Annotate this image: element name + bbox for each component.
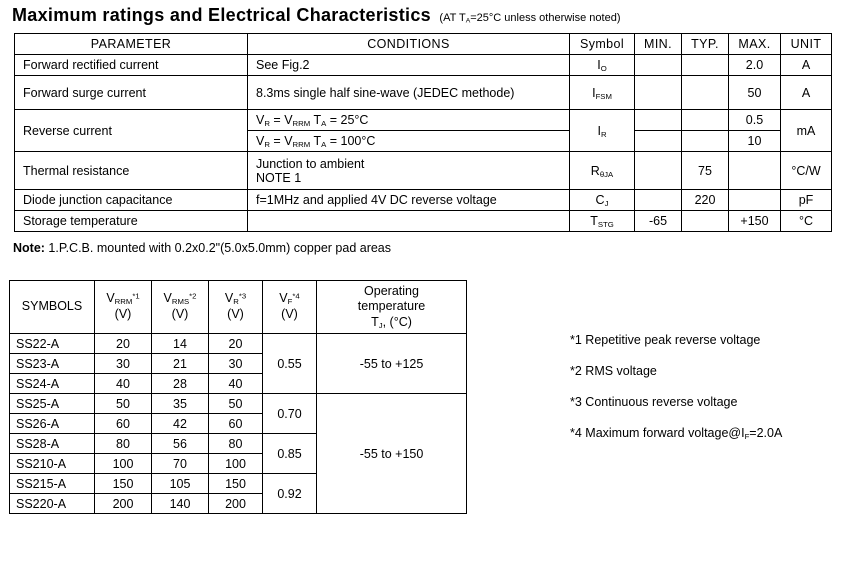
- symbol-cell: $I_O$: [570, 55, 635, 76]
- min-cell: [635, 110, 682, 131]
- unit-cell: pF: [781, 190, 832, 211]
- vrrm-cell: 60: [95, 414, 152, 434]
- table-row: [15, 211, 832, 232]
- col-header-max: MAX.: [729, 34, 781, 55]
- typ-cell: [682, 76, 729, 110]
- conditions-cell: $V_R = V_{RRM}$ $T_A = 100^\circ C$: [248, 131, 570, 152]
- parameter-cell: Diode junction capacitance: [15, 190, 248, 211]
- footnote-1: *1 Repetitive peak reverse voltage: [570, 333, 761, 347]
- col-header-unit: UNIT: [781, 34, 832, 55]
- col-header-vrms: $V_{RMS}^{*2}$ (V): [152, 281, 209, 334]
- table-row: [15, 190, 832, 211]
- table-row: [15, 76, 832, 110]
- min-cell: [635, 190, 682, 211]
- symbol-cell: $C_J$: [570, 190, 635, 211]
- max-cell: +150: [729, 211, 781, 232]
- vf-cell: 0.85: [263, 434, 317, 474]
- vrms-cell: 140: [152, 494, 209, 514]
- parameter-cell: Thermal resistance: [15, 152, 248, 190]
- vr-cell: 20: [209, 334, 263, 354]
- temp-cell: -55 to +125: [317, 334, 467, 394]
- vrrm-cell: 200: [95, 494, 152, 514]
- title-note: (AT $T_A=25^\circ C$ unless otherwise noted): [439, 12, 621, 25]
- conditions-cell: Junction to ambient NOTE 1: [248, 152, 570, 190]
- vrms-cell: 105: [152, 474, 209, 494]
- ratings-table: [14, 33, 832, 232]
- part-number-cell: SS23-A: [10, 354, 95, 374]
- min-cell: [635, 76, 682, 110]
- symbol-cell: $R_{\theta JA}$: [570, 152, 635, 190]
- col-header-min: MIN.: [635, 34, 682, 55]
- vrms-cell: 28: [152, 374, 209, 394]
- max-cell: [729, 190, 781, 211]
- vf-cell: 0.55: [263, 334, 317, 394]
- vrms-cell: 70: [152, 454, 209, 474]
- vrrm-cell: 80: [95, 434, 152, 454]
- part-number-cell: SS215-A: [10, 474, 95, 494]
- unit-cell: mA: [781, 110, 832, 152]
- vrms-cell: 21: [152, 354, 209, 374]
- typ-cell: 220: [682, 190, 729, 211]
- typ-cell: [682, 110, 729, 131]
- table-row: [15, 110, 832, 131]
- vr-cell: 200: [209, 494, 263, 514]
- part-number-cell: SS28-A: [10, 434, 95, 454]
- vr-cell: 50: [209, 394, 263, 414]
- parameter-cell: Storage temperature: [15, 211, 248, 232]
- vrrm-cell: 50: [95, 394, 152, 414]
- conditions-cell: [248, 211, 570, 232]
- note-text: 1.P.C.B. mounted with 0.2x0.2"(5.0x5.0mm) copper pad areas: [44, 241, 392, 255]
- typ-cell: [682, 55, 729, 76]
- vrrm-cell: 30: [95, 354, 152, 374]
- col-header-operating-temp: Operating temperature $T_J$, (°C): [317, 281, 467, 334]
- min-cell: [635, 152, 682, 190]
- vr-cell: 150: [209, 474, 263, 494]
- typ-cell: [682, 131, 729, 152]
- vrrm-cell: 100: [95, 454, 152, 474]
- vrms-cell: 35: [152, 394, 209, 414]
- title-text: Maximum ratings and Electrical Characteristics: [12, 5, 431, 25]
- ratings-header-row: [15, 34, 832, 55]
- vrms-cell: 56: [152, 434, 209, 454]
- col-header-typ: TYP.: [682, 34, 729, 55]
- vr-cell: 40: [209, 374, 263, 394]
- col-header-symbols: SYMBOLS: [10, 281, 95, 334]
- vr-cell: 30: [209, 354, 263, 374]
- symbol-cell: $T_{STG}$: [570, 211, 635, 232]
- conditions-cell: See Fig.2: [248, 55, 570, 76]
- col-header-vf: $V_F^{*4}$ (V): [263, 281, 317, 334]
- footnote-3: *3 Continuous reverse voltage: [570, 395, 738, 409]
- min-cell: [635, 55, 682, 76]
- max-cell: 2.0: [729, 55, 781, 76]
- vr-cell: 100: [209, 454, 263, 474]
- part-number-cell: SS210-A: [10, 454, 95, 474]
- symbol-cell: $I_R$: [570, 110, 635, 152]
- conditions-cell: f=1MHz and applied 4V DC reverse voltage: [248, 190, 570, 211]
- footnote-4: *4 Maximum forward $voltage@I_F=2.0A$: [570, 426, 783, 441]
- footnotes: [570, 333, 782, 440]
- table-row: [10, 394, 467, 414]
- note-label: Note:: [13, 241, 45, 255]
- part-number-cell: SS26-A: [10, 414, 95, 434]
- col-header-symbol: Symbol: [570, 34, 635, 55]
- col-header-parameter: PARAMETER: [15, 34, 248, 55]
- note-line: [13, 241, 843, 255]
- vr-cell: 60: [209, 414, 263, 434]
- symbol-cell: $I_{FSM}$: [570, 76, 635, 110]
- conditions-cell: 8.3ms single half sine-wave (JEDEC methode): [248, 76, 570, 110]
- conditions-cell: $V_R = V_{RRM}$ $T_A = 25^\circ C$: [248, 110, 570, 131]
- vf-cell: 0.70: [263, 394, 317, 434]
- typ-cell: [682, 211, 729, 232]
- col-header-vr: $V_R^{*3}$ (V): [209, 281, 263, 334]
- col-header-vrrm: $V_{RRM}^{*1}$ (V): [95, 281, 152, 334]
- parameter-cell: Reverse current: [15, 110, 248, 152]
- vf-cell: 0.92: [263, 474, 317, 514]
- table-row: [15, 152, 832, 190]
- vrrm-cell: 20: [95, 334, 152, 354]
- max-cell: 50: [729, 76, 781, 110]
- part-number-cell: SS22-A: [10, 334, 95, 354]
- vrrm-cell: 40: [95, 374, 152, 394]
- min-cell: -65: [635, 211, 682, 232]
- symbols-table: [9, 280, 467, 514]
- max-cell: 10: [729, 131, 781, 152]
- part-number-cell: SS24-A: [10, 374, 95, 394]
- unit-cell: °C: [781, 211, 832, 232]
- unit-cell: A: [781, 55, 832, 76]
- vrms-cell: 14: [152, 334, 209, 354]
- table-row: [15, 55, 832, 76]
- symbols-header-row: [10, 281, 467, 334]
- temp-cell: -55 to +150: [317, 394, 467, 514]
- page-title: [0, 0, 843, 26]
- vrms-cell: 42: [152, 414, 209, 434]
- max-cell: 0.5: [729, 110, 781, 131]
- min-cell: [635, 131, 682, 152]
- part-number-cell: SS220-A: [10, 494, 95, 514]
- unit-cell: A: [781, 76, 832, 110]
- unit-cell: °C/W: [781, 152, 832, 190]
- max-cell: [729, 152, 781, 190]
- table-row: [10, 334, 467, 354]
- parameter-cell: Forward rectified current: [15, 55, 248, 76]
- footnote-2: *2 RMS voltage: [570, 364, 657, 378]
- col-header-conditions: CONDITIONS: [248, 34, 570, 55]
- vrrm-cell: 150: [95, 474, 152, 494]
- vr-cell: 80: [209, 434, 263, 454]
- parameter-cell: Forward surge current: [15, 76, 248, 110]
- part-number-cell: SS25-A: [10, 394, 95, 414]
- typ-cell: 75: [682, 152, 729, 190]
